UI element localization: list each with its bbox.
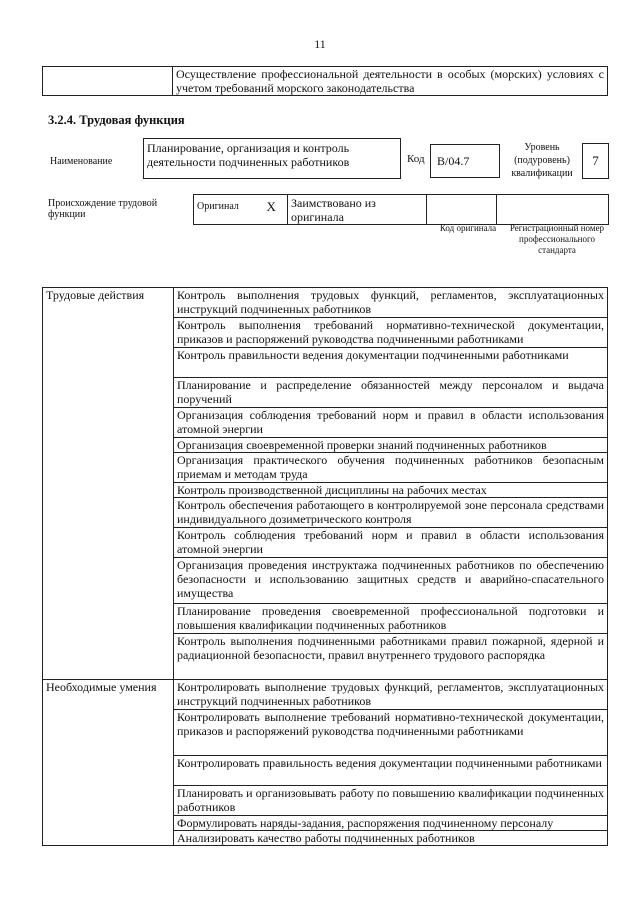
table-row: Контролировать правильность ведения документации подчиненными работниками xyxy=(174,756,608,786)
table-row: Планирование и распределение обязанностей между персоналом и выдача поручений xyxy=(174,378,608,408)
table-row: Контроль выполнения требований нормативно-технической документации, приказов и распоряжений руководства подчиненными работниками xyxy=(174,318,608,348)
group-label-actions: Трудовые действия xyxy=(43,288,174,680)
function-name-box: Планирование, организация и контроль деятельности подчиненных работников xyxy=(143,138,401,179)
reg-number-label: Регистрационный номер профессионального стандарта xyxy=(509,223,605,255)
code-original-cell xyxy=(427,195,497,225)
name-label: Наименование xyxy=(50,156,113,167)
continuation-text: Осуществление профессиональной деятельности в особых (морских) условиях с учетом требований морского законодательства xyxy=(173,67,608,96)
level-label: Уровень (подуровень) квалификации xyxy=(511,142,573,179)
code-value-box: B/04.7 xyxy=(430,144,500,178)
continuation-table xyxy=(42,66,608,96)
table-row: Контролировать выполнение трудовых функций, регламентов, эксплуатационных инструкций подчиненных работников xyxy=(174,680,608,710)
table-row: Контроль производственной дисциплины на рабочих местах xyxy=(174,483,608,498)
level-value-box: 7 xyxy=(582,143,609,179)
section-title: 3.2.4. Трудовая функция xyxy=(48,113,185,127)
table-row: Контроль соблюдения требований норм и правил в области использования атомной энергии xyxy=(174,528,608,558)
table-row: Контроль правильности ведения документации подчиненными работниками xyxy=(174,348,608,378)
table-row: Анализировать качество работы подчиненных работников xyxy=(174,831,608,846)
borrowed-label: Заимствовано из оригинала xyxy=(288,195,427,225)
reg-number-cell xyxy=(497,195,609,225)
origin-label: Происхождение трудовой функции xyxy=(48,198,158,220)
code-label: Код xyxy=(407,153,425,165)
table-row: Организация проведения инструктажа подчиненных работников по обеспечению безопасности и использованию защитных средств и аварийно-спасательного имущества xyxy=(174,558,608,604)
table-row: Контролировать выполнение требований нормативно-технической документации, приказов и распоряжений руководства подчиненными работниками xyxy=(174,710,608,756)
table-row: Контроль обеспечения работающего в контролируемой зоне персонала средствами индивидуального дозиметрического контроля xyxy=(174,498,608,528)
table-row: Контроль выполнения трудовых функций, регламентов, эксплуатационных инструкций подчиненных работников xyxy=(174,288,608,318)
table-row: Организация соблюдения требований норм и правил в области использования атомной энергии xyxy=(174,408,608,438)
page-number: 11 xyxy=(314,37,326,51)
original-label: Оригинал xyxy=(194,195,256,225)
table-row: Планировать и организовывать работу по повышению квалификации подчиненных работников xyxy=(174,786,608,816)
table-row: Формулировать наряды-задания, распоряжения подчиненному персоналу xyxy=(174,816,608,831)
table-row: Организация практического обучения подчиненных работников безопасным приемам и методам труда xyxy=(174,453,608,483)
original-mark: X xyxy=(256,195,288,225)
main-table xyxy=(42,287,608,846)
group-label-skills: Необходимые умения xyxy=(43,680,174,846)
table-row: Организация своевременной проверки знаний подчиненных работников xyxy=(174,438,608,453)
table-row: Контроль выполнения подчиненными работниками правил пожарной, ядерной и радиационной безопасности, правил внутреннего трудового распорядка xyxy=(174,634,608,680)
table-row: Планирование проведения своевременной профессиональной подготовки и повышения квалификации подчиненных работников xyxy=(174,604,608,634)
origin-table xyxy=(193,194,609,225)
continuation-label-cell xyxy=(43,67,173,96)
code-original-label: Код оригинала xyxy=(439,223,497,233)
